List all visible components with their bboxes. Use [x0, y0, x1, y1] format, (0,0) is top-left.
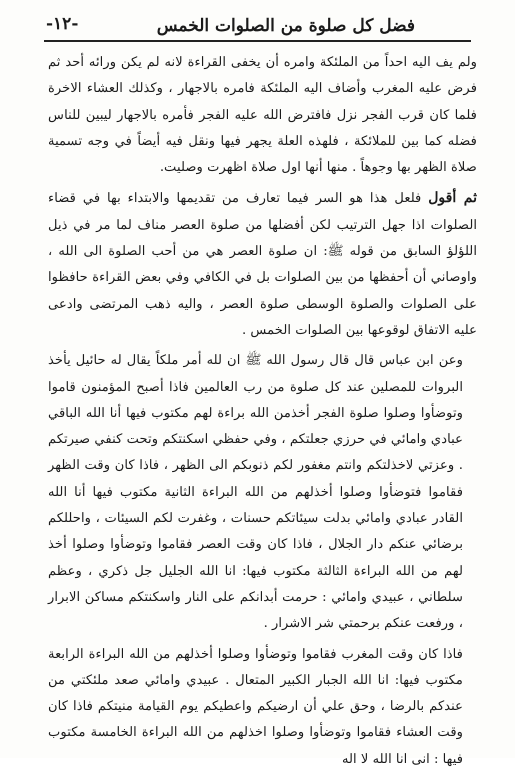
paragraph-text: وعن ابن عباس قال قال رسول الله ﷺ ان لله أمر ملكاً يقال له حائيل يأخذ البروات للمصلين عند كل صلوة من رب العالمين فاذا أصبح المؤمنون قاموا وتوضأوا وصلوا صلوة الفجر أخذمن الله براءة لهم مكتوب فيها أنا الله الباقي عبادي وامائي في حرزي جعلتكم ، وفي حفظي اسكنتكم وتحت كنفي صيرتكم . وعزتي لاخذلتكم وانتم مغفور لكم ذنوبكم الى الظهر ، فاذا كان وقت الظهر فقاموا فتوضأوا وصلوا أخذلهم من الله البراءة الثانية مكتوب فيها أنا الله القادر عبادي وامائي بدلت سيئاتكم حسنات ، وغفرت لكم السيئات ، واحللكم برضائي عنكم دار الجلال ، فاذا كان وقت العصر فقاموا وتوضأوا وصلوا أخذ لهم من الله البراءة الثالثة مكتوب فيها: انا الله الجليل جل ذكري ، وعظم سلطاني ، عبيدي وامائي : حرمت أبدانكم على النار واسكنتكم مساكن الابرار ، ورفعت عنكم برحمتي شر الاشرار .: [48, 353, 463, 632]
paragraph-1: [48, 50, 477, 181]
paragraph-text: فلعل هذا هو السر فيما تعارف من تقديمها والابتداء بها في قضاء الصلوات اذا جهل الترتيب لكن أفضلها من صلوة العصر مناف لما مر في ذيل اللؤلؤ السابق من قوله ﷺ: ان صلوة العصر هي من أحب الصلوة الى الله ، واوصاني أن أحفظها من بين الصلوات بل في الكافي وفي بعض القراءة حافظوا على الصلوات والصلوة الوسطى صلوة العصر ، واليه ذهب المرتضى وادعى عليه الاتفاق لوقوعها بين الصلوات الخمس .: [48, 191, 477, 338]
paragraph-2: [48, 185, 477, 344]
header-divider: [44, 40, 471, 42]
paragraph-text: فاذا كان وقت المغرب فقاموا وتوضأوا وصلوا أخذلهم من الله البراءة الرابعة مكتوب فيها: انا الله الجبار الكبير المتعال . عبيدي وامائي صعد ملئكتي من عندكم بالرضا ، وحق علي أن ارضيكم واعطيكم يوم القيامة منيتكم فاذا كان وقت العشاء فقاموا وتوضأوا وصلوا اخذلهم من الله البراءة الخامسة مكتوب فيها : انى انا الله لا اله: [48, 646, 463, 767]
document-body: [48, 50, 477, 773]
paragraph-3: [48, 348, 477, 637]
page-number: -۱۲-: [46, 14, 79, 34]
paragraph-4: [48, 642, 477, 773]
paragraph-lead: ثم أقول: [428, 190, 477, 207]
page-title: فضل كل صلوة من الصلوات الخمس: [156, 16, 415, 36]
paragraph-text: ولم يف اليه احداً من الملئكة وامره أن يخفى القراءة لانه لم يكن ورائه أحد ثم فرض عليه المغرب وأضاف اليه الملئكة فامره بالاجهار ، وكذلك العشاء الاخرة فلما كان قرب الفجر نزل فافترض الله عليه الفجر فأمره بالاجهار ليبين للناس فضله كما بين للملائكة ، فلهذه العلة يجهر فيها ونقل فيه أيضاً في وجه تسمية صلاة الظهر بها وجوهاً . منها أنها اول صلاة اظهرت وصليت.: [48, 55, 477, 176]
